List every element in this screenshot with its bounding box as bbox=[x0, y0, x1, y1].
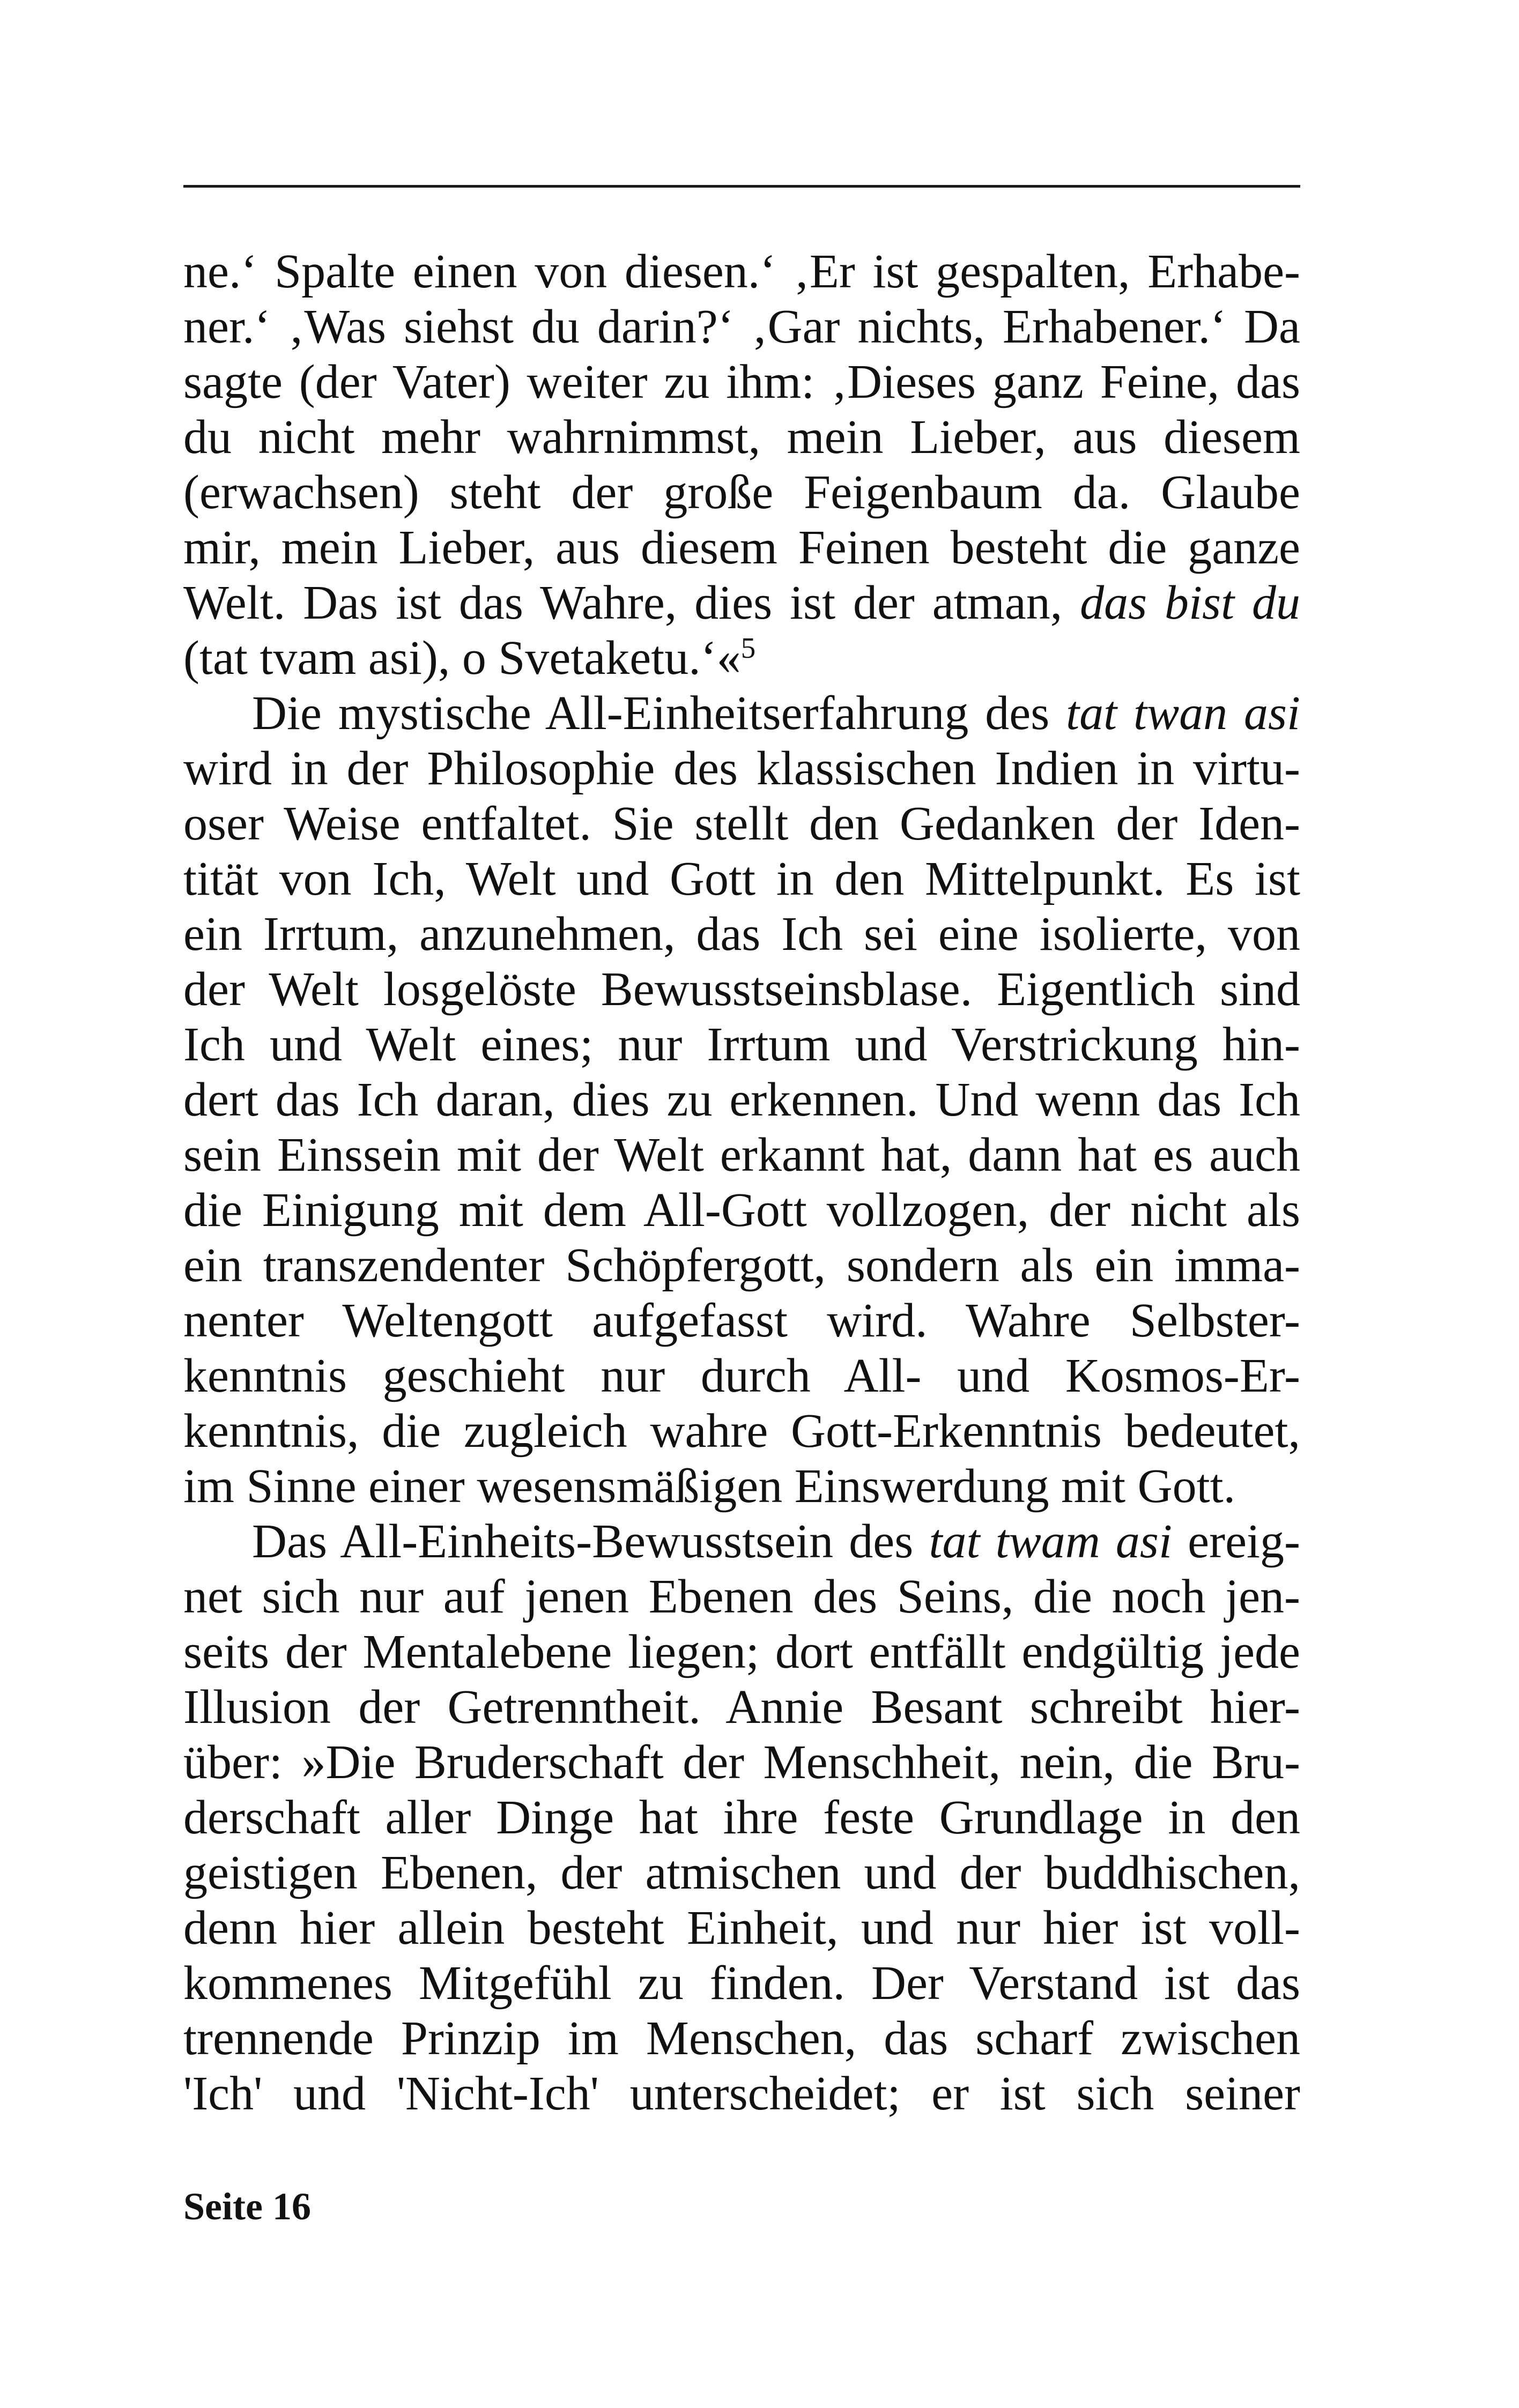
text-line: ein Irrtum, anzunehmen, das Ich sei eine isolierte, von bbox=[183, 908, 1300, 961]
text-line: sein Einssein mit der Welt erkannt hat, dann hat es auch bbox=[183, 1128, 1300, 1181]
text-line: Welt. Das ist das Wahre, dies ist der atman, das bist du bbox=[183, 576, 1300, 629]
text-line: Die mystische All-Einheitserfahrung des tat twan asi bbox=[252, 687, 1301, 740]
text-line: wird in der Philosophie des klassischen Indien in virtu- bbox=[183, 742, 1300, 795]
page-number: Seite 16 bbox=[183, 2185, 311, 2228]
text-line: die Einigung mit dem All-Gott vollzogen, der nicht als bbox=[183, 1184, 1300, 1237]
text-line: kenntnis geschieht nur durch All- und Kosmos-Er- bbox=[183, 1349, 1300, 1402]
footnote-marker: 5 bbox=[740, 631, 756, 664]
text-line: ein transzendenter Schöpfergott, sondern als ein imma- bbox=[183, 1239, 1300, 1292]
text-line: oser Weise entfaltet. Sie stellt den Gedanken der Iden- bbox=[183, 797, 1300, 850]
text-line: net sich nur auf jenen Ebenen des Seins, die noch jen- bbox=[183, 1570, 1300, 1623]
text-line: du nicht mehr wahrnimmst, mein Lieber, aus diesem bbox=[183, 411, 1300, 464]
text-line: Illusion der Getrenntheit. Annie Besant schreibt hier- bbox=[183, 1681, 1300, 1734]
text-line: der Welt losgelöste Bewusstseinsblase. Eigentlich sind bbox=[183, 963, 1300, 1016]
header-rule bbox=[183, 185, 1300, 188]
text-line: trennende Prinzip im Menschen, das scharf zwischen bbox=[183, 2012, 1300, 2065]
text-line: denn hier allein besteht Einheit, und nur hier ist voll- bbox=[183, 1901, 1300, 1954]
text-line: ne.‘ Spalte einen von diesen.‘ ‚Er ist gespalten, Erhabe- bbox=[183, 245, 1300, 298]
text-line: derschaft aller Dinge hat ihre feste Grundlage in den bbox=[183, 1791, 1300, 1844]
text-line: Das All-Einheits-Bewusstsein des tat twam asi ereig- bbox=[252, 1515, 1300, 1568]
text-line: über: »Die Bruderschaft der Menschheit, nein, die Bru- bbox=[183, 1736, 1300, 1789]
text-line: (tat tvam asi), o Svetaketu.‘«$^5$ bbox=[183, 631, 756, 685]
text-line: 'Ich' und 'Nicht-Ich' unterscheidet; er ist sich seiner bbox=[183, 2067, 1300, 2120]
text-line: nenter Weltengott aufgefasst wird. Wahre Selbster- bbox=[183, 1294, 1300, 1347]
text-line: mir, mein Lieber, aus diesem Feinen besteht die ganze bbox=[183, 521, 1300, 574]
text-line: geistigen Ebenen, der atmischen und der buddhischen, bbox=[183, 1846, 1300, 1899]
italic-phrase: tat twan asi bbox=[1066, 687, 1301, 740]
text-line: ner.‘ ‚Was siehst du darin?‘ ‚Gar nichts, Erhabener.‘ Da bbox=[183, 300, 1300, 353]
text-line: kommenes Mitgefühl zu finden. Der Verstand ist das bbox=[183, 1957, 1300, 2010]
italic-phrase: tat twam asi bbox=[929, 1515, 1172, 1568]
text-line: (erwachsen) steht der große Feigenbaum da. Glaube bbox=[183, 466, 1300, 519]
text-line: kenntnis, die zugleich wahre Gott-Erkenntnis bedeutet, bbox=[183, 1404, 1300, 1458]
text-line: seits der Mentalebene liegen; dort entfällt endgültig jede bbox=[183, 1625, 1300, 1678]
text-line: dert das Ich daran, dies zu erkennen. Und wenn das Ich bbox=[183, 1073, 1300, 1126]
italic-phrase: das bist du bbox=[1080, 576, 1300, 629]
text-line: tität von Ich, Welt und Gott in den Mittelpunkt. Es ist bbox=[183, 852, 1300, 905]
text-line: im Sinne einer wesensmäßigen Einswerdung mit Gott. bbox=[183, 1460, 1236, 1513]
body-text bbox=[183, 244, 1300, 2121]
text-line: sagte (der Vater) weiter zu ihm: ‚Dieses ganz Feine, das bbox=[183, 355, 1300, 408]
text-line: Ich und Welt eines; nur Irrtum und Verstrickung hin- bbox=[183, 1018, 1300, 1071]
